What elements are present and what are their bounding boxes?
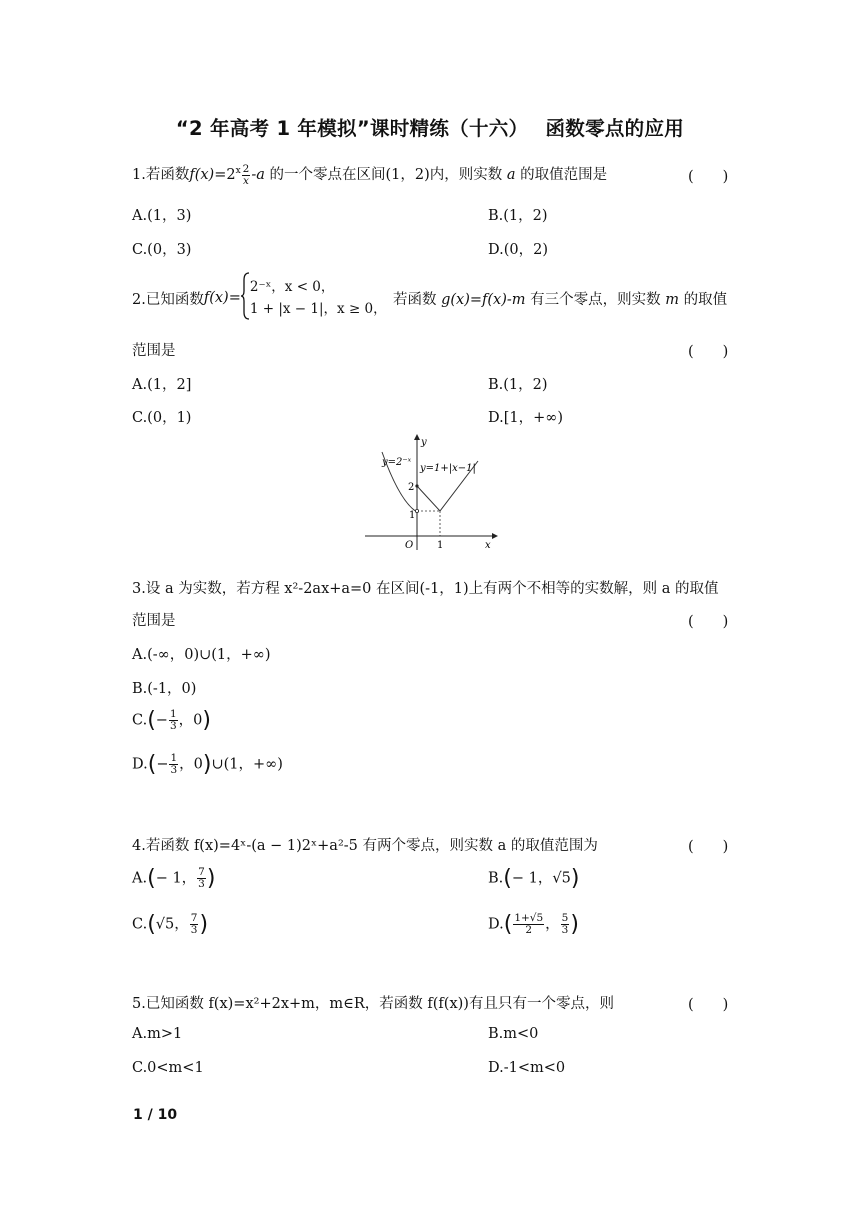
q1-eq: =2 [214, 167, 236, 183]
q4-opta-prefix: A. [132, 870, 148, 887]
q3-optc-tail: ，0 [178, 712, 203, 729]
q2-fx: f(x)= [203, 290, 241, 306]
q1-rest: 的一个零点在区间(1，2)内，则实数 [269, 167, 503, 183]
q4-opta-den: 3 [198, 878, 205, 890]
q1-fx: f(x) [189, 167, 215, 183]
q3-optc-den: 3 [169, 720, 177, 732]
q3-optc-prefix: C. [132, 712, 148, 729]
paren-close: ) [202, 708, 211, 733]
paren-open: ( [503, 912, 513, 937]
tick-label-y-1: 1 [409, 510, 416, 521]
question-1-stem [132, 163, 607, 187]
page-number: 1 / 10 [133, 1107, 178, 1123]
q3-optd-num: 1 [170, 752, 178, 764]
q2-line2: 范围是 [132, 343, 176, 359]
q3-option-a: A.(-∞，0)∪(1，+∞) [132, 647, 271, 663]
tick-label-y-2: 2 [408, 482, 415, 493]
q3-optd-tail: ，0 [179, 756, 203, 773]
q2-rest: 有三个零点，则实数 [530, 292, 661, 308]
paren-close: ) [202, 752, 212, 777]
q3-optd-inner: − [156, 756, 169, 773]
q5-option-a: A.m>1 [132, 1026, 183, 1042]
q4-opta-inner: − 1， [155, 870, 197, 887]
q4-option-a [132, 866, 215, 891]
q2-case-2: 1 + |x − 1|，x ≥ 0， [249, 301, 387, 317]
q5-option-c: C.0<m<1 [132, 1060, 204, 1076]
q2-tail: 的取值 [683, 292, 728, 308]
axis-label-y: y [421, 437, 427, 448]
q4-optd-den1: 2 [525, 924, 533, 936]
q2-prefix: 2.已知函数 [132, 291, 204, 308]
q2-case-1: 2⁻ˣ，x < 0， [249, 279, 335, 295]
q1-var: a [506, 167, 516, 183]
piecewise-cases [250, 276, 387, 320]
paren-open: ( [147, 708, 156, 733]
q4-option-d [488, 912, 579, 937]
q4-optc-prefix: C. [132, 916, 148, 933]
q1-frac-num: 2 [242, 162, 250, 175]
q1-option-b: B.(1，2) [488, 208, 548, 224]
q3-option-b: B.(-1，0) [132, 681, 197, 697]
q3-optd-union: ∪(1，+∞) [211, 756, 283, 773]
point-0-2 [415, 484, 418, 487]
label-y-2-neg-x: y=2⁻ˣ [382, 457, 412, 468]
function-graph-figure [360, 432, 500, 554]
piecewise-brace [241, 272, 250, 324]
q1-option-a: A.(1，3) [132, 208, 192, 224]
q3-optc-num: 1 [169, 708, 177, 720]
q1-minus-a: -a [251, 167, 265, 183]
q4-optd-num1: 1+√5 [514, 912, 544, 924]
q1-frac-den: x [243, 174, 249, 187]
q3-optc-fraction [169, 709, 178, 732]
q3-option-c [132, 708, 211, 733]
q3-optd-prefix: D. [132, 756, 148, 773]
q2-option-b: B.(1，2) [488, 377, 548, 393]
origin-label: O [405, 540, 414, 551]
q5-option-d: D.-1<m<0 [488, 1060, 566, 1076]
q4-optd-fraction-1 [513, 913, 544, 936]
question-2-stem [132, 272, 387, 324]
label-y-abs: y=1+|x−1| [420, 463, 476, 474]
q4-optb-prefix: B. [488, 870, 504, 887]
q2-option-a: A.(1，2] [132, 377, 192, 393]
point-0-1 [415, 509, 418, 512]
q5-line: 5.已知函数 f(x)=x²+2x+m，m∈R，若函数 f(f(x))有且只有一个零点，则 [132, 996, 614, 1012]
paren-open: ( [503, 866, 512, 891]
q3-option-d [132, 752, 283, 777]
q1-prefix: 1.若函数 [132, 167, 190, 183]
q4-optc-den: 3 [190, 924, 198, 936]
q4-opta-num: 7 [198, 866, 205, 878]
q1-option-c: C.(0，3) [132, 242, 192, 258]
q4-optd-den2: 3 [561, 924, 569, 936]
paren-open: ( [147, 866, 156, 891]
paren-open: ( [147, 752, 157, 777]
paren-close: ) [570, 912, 579, 937]
tick-label-x-1: 1 [437, 540, 444, 551]
q2-var: m [665, 292, 680, 308]
q4-optb-inner: − 1，√5 [511, 870, 571, 887]
q4-option-c [132, 912, 208, 937]
axis-label-x: x [485, 540, 491, 551]
q4-optd-fraction-2 [561, 913, 570, 936]
q4-optc-num: 7 [190, 912, 198, 924]
q4-line: 4.若函数 f(x)=4ˣ-(a − 1)2ˣ+a²-5 有两个零点，则实数 a 的取值范围为 [132, 838, 598, 854]
q2-option-c: C.(0，1) [132, 410, 192, 426]
q5-option-b: B.m<0 [488, 1026, 539, 1042]
q4-optd-num2: 5 [561, 912, 569, 924]
paren-close: ) [570, 866, 580, 891]
q2-gx: g(x)=f(x)-m [441, 292, 526, 308]
q5-answer-paren: ( ) [688, 997, 729, 1013]
q4-answer-paren: ( ) [688, 839, 729, 855]
q3-line1: 3.设 a 为实数，若方程 x²-2ax+a=0 在区间(-1，1)上有两个不相等的实数解，则 a 的取值 [132, 581, 719, 597]
q4-optc-inner: √5， [155, 916, 189, 933]
paren-open: ( [147, 912, 156, 937]
question-2-stem-cont [393, 288, 727, 309]
q2-mid: 若函数 [393, 292, 437, 308]
q1-sup: x [235, 166, 241, 177]
paren-close: ) [206, 866, 216, 891]
q4-optd-comma: ， [545, 916, 560, 933]
q4-option-b [488, 866, 579, 891]
page-title: “2 年高考 1 年模拟”课时精练（十六） 函数零点的应用 [175, 117, 685, 140]
q1-tail: 的取值范围是 [520, 167, 608, 183]
q1-answer-paren: ( ) [688, 169, 729, 185]
q2-answer-paren: ( ) [688, 344, 729, 360]
q1-option-d: D.(0，2) [488, 242, 548, 258]
q3-optc-inner: − [155, 712, 168, 729]
q4-opta-fraction [197, 867, 206, 890]
q2-option-d: D.[1，+∞) [488, 410, 563, 426]
paren-close: ) [199, 912, 209, 937]
q3-line2: 范围是 [132, 613, 176, 629]
q3-answer-paren: ( ) [688, 614, 729, 630]
q4-optc-fraction [190, 913, 199, 936]
q3-optd-den: 3 [170, 764, 178, 776]
q1-fraction [242, 164, 251, 187]
y-axis-arrow [414, 434, 420, 440]
q3-optd-fraction [169, 753, 178, 776]
x-axis-arrow [492, 533, 498, 539]
q4-optd-prefix: D. [488, 916, 504, 933]
